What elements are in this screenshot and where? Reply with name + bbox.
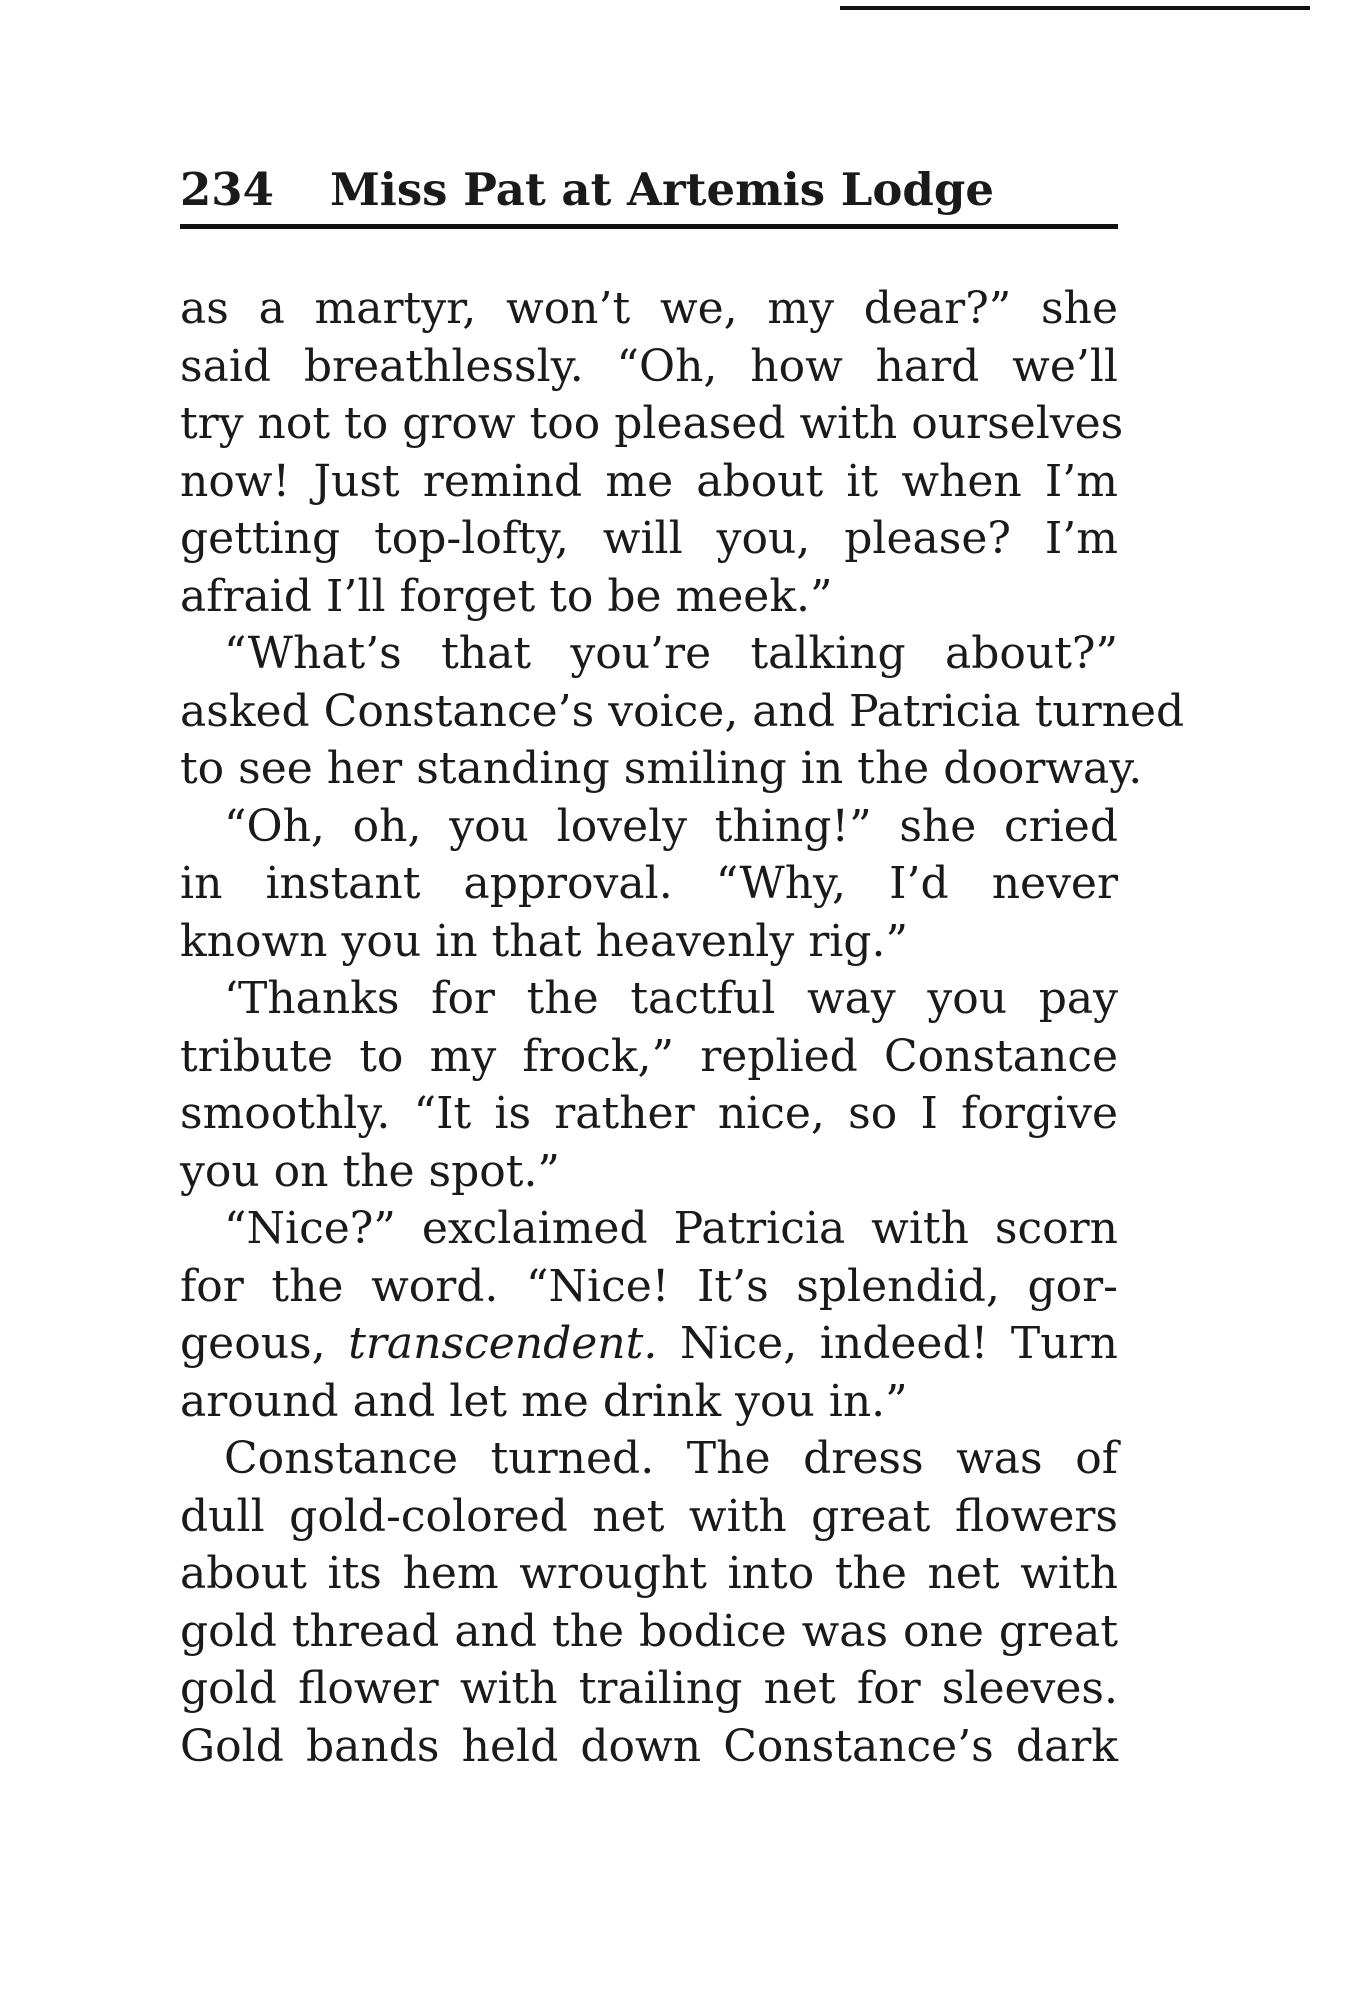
text-line: around and let me drink you in.” (180, 1375, 908, 1427)
text-line: “Oh, oh, you lovely thing!” she cried (224, 800, 1118, 852)
text-line: about its hem wrought into the net with (180, 1548, 1118, 1599)
text-line: Constance turned. The dress was of (224, 1433, 1118, 1484)
page-number: 234 (180, 163, 274, 216)
text-line: as a martyr, won’t we, my dear?” she (180, 283, 1118, 334)
text-line: dull gold-colored net with great flowers (180, 1490, 1118, 1542)
text-line: ‘Thanks for the tactful way you pay (224, 973, 1118, 1024)
page-body-text (180, 280, 1185, 1775)
text-line: you on the spot.” (180, 1145, 560, 1197)
text-line (180, 1315, 1118, 1373)
text-line: for the word. “Nice! It’s splendid, gor- (180, 1260, 1118, 1312)
text-line: in instant approval. “Why, I’d never (180, 858, 1118, 909)
header-rule (180, 224, 1118, 229)
text-line: known you in that heavenly rig.” (180, 915, 908, 967)
running-title: Miss Pat at Artemis Lodge (329, 163, 994, 216)
text-line: try not to grow too pleased with ourselves (180, 398, 1124, 449)
text-line: said breathlessly. “Oh, how hard we’ll (180, 340, 1118, 392)
text-line: gold thread and the bodice was one great (180, 1605, 1118, 1657)
text-line: afraid I’ll forget to be meek.” (180, 570, 833, 622)
text-line: “What’s that you’re talking about?” (224, 628, 1118, 679)
text-line: now! Just remind me about it when I’m (180, 455, 1118, 507)
text-segment: geous, (180, 1318, 349, 1369)
text-line: smoothly. “It is rather nice, so I forgive (180, 1088, 1118, 1139)
text-line: “Nice?” exclaimed Patricia with scorn (224, 1203, 1118, 1254)
text-line: to see her standing smiling in the doorway. (180, 743, 1143, 794)
text-line: tribute to my frock,” replied Constance (180, 1030, 1118, 1082)
text-segment: Nice, indeed! Turn (657, 1318, 1118, 1369)
italic-word: transcendent. (348, 1318, 658, 1369)
text-line: Gold bands held down Constance’s dark (180, 1720, 1118, 1772)
top-edge-rule (840, 6, 1310, 10)
text-line: gold flower with trailing net for sleeves. (180, 1663, 1118, 1714)
text-line: getting top-lofty, will you, please? I’m (180, 513, 1118, 564)
text-line: asked Constance’s voice, and Patricia turned (180, 685, 1185, 737)
running-header (180, 160, 1118, 220)
